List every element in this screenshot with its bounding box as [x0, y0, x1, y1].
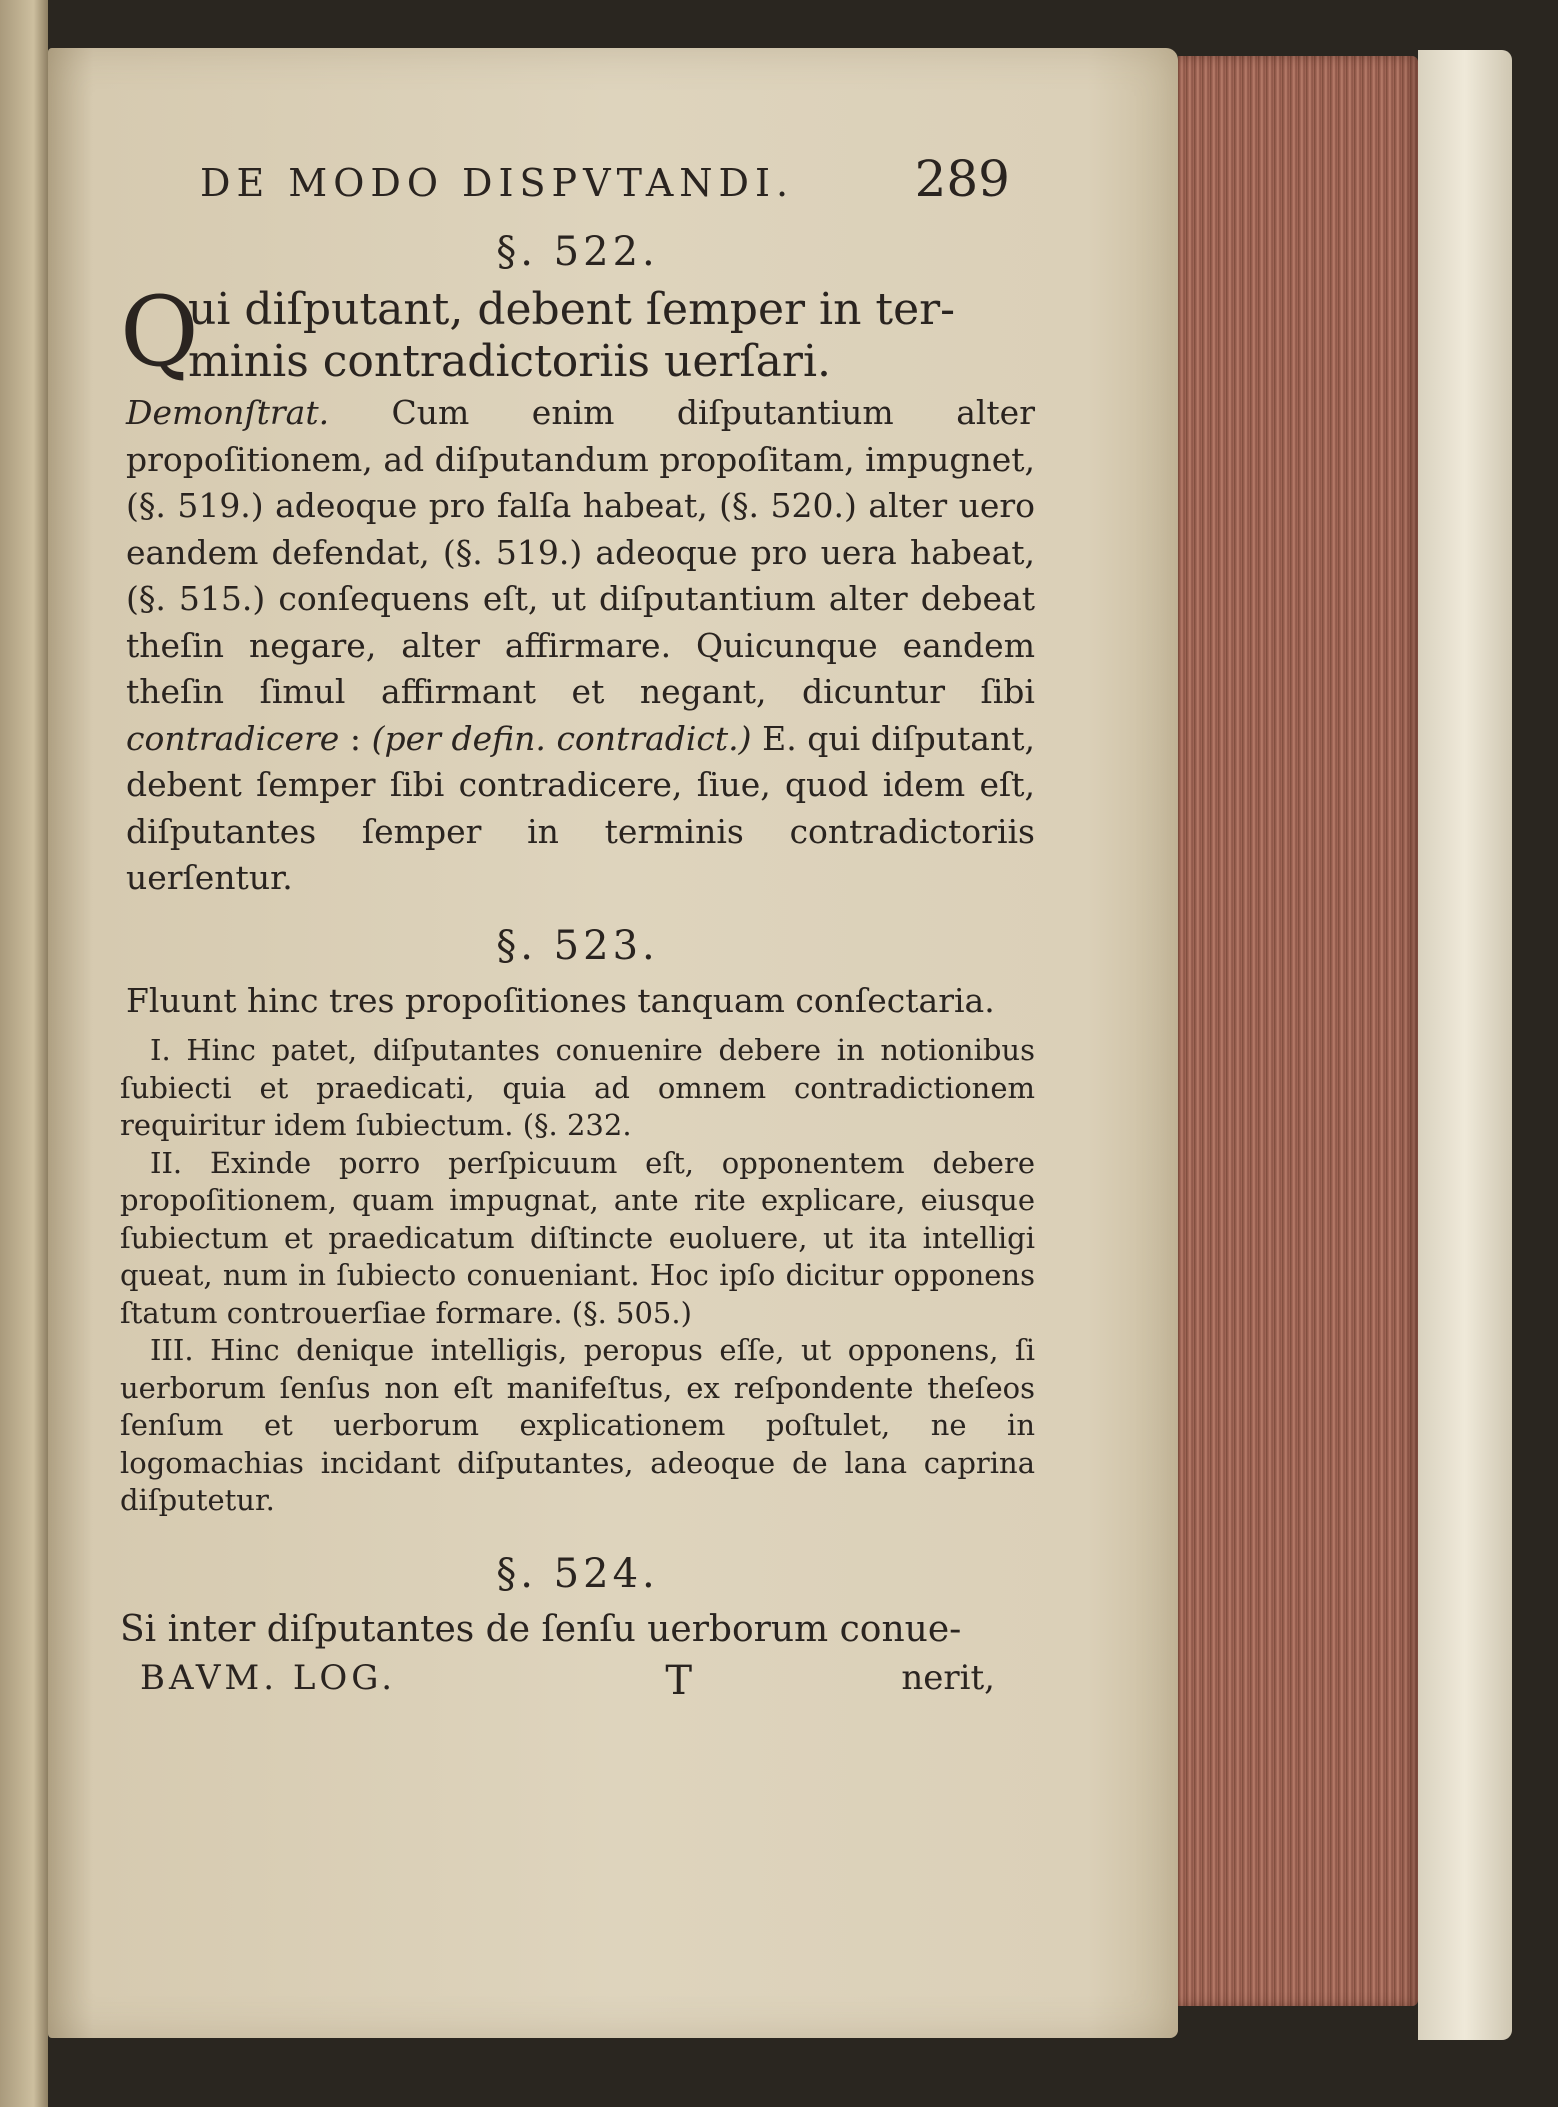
- book-cover: [1418, 50, 1512, 2040]
- page-content: [120, 150, 1035, 1708]
- thesis-line-2: minis contradictoriis uerſari.: [188, 336, 832, 387]
- thesis-line-1: ui diſputant, debent ſemper in ter-: [188, 284, 956, 335]
- page-edges: [1178, 56, 1418, 2006]
- contradicere-term: contradicere: [126, 718, 340, 758]
- corollary-item: III. Hinc denique intelligis, peropus eſſe, ut opponens, ſi uerborum ſenſus non eſt manifeſtus, ex reſpondente theſeos ſenſum et uerborum explicationem poſtulet, ne in logomachias incidant diſputantes, adeoque de lana caprina diſputetur.: [120, 1333, 1035, 1517]
- page-header: [120, 150, 1035, 220]
- corollary-item: II. Exinde porro perſpicuum eſt, opponentem debere propoſitionem, quam impugnat, ante rite explicare, eiusque ſubiectum et praedicatum diſtincte euoluere, ut ita intelligi queat, num in ſubiecto conueniant. Hoc ipſo dicitur opponens ſtatum controuerſiae formare. (§. 505.): [120, 1145, 1035, 1330]
- conclusion-text: E. qui diſputant, debent ſemper ſibi contradicere, ſiue, quod idem eſt, diſputantes ſemper in terminis contradictoriis uerſentur.: [126, 718, 1035, 897]
- thesis-522: [120, 276, 1035, 390]
- corollaries-list: [120, 1032, 1035, 1520]
- section-number-522: §. 522.: [496, 229, 659, 275]
- definition-reference: (per defin. contradict.): [371, 718, 752, 758]
- colon: :: [349, 718, 362, 758]
- corollaries-intro: Fluunt hinc tres propoſitiones tanquam conſectaria.: [126, 980, 995, 1020]
- section-524-text: Si inter diſputantes de ſenſu uerborum conue-: [120, 1608, 962, 1650]
- signature-mark: BAVM. LOG.: [140, 1657, 397, 1698]
- demonstration-paragraph: [120, 390, 1035, 902]
- catchword: nerit,: [901, 1657, 995, 1698]
- section-number-524: §. 524.: [496, 1550, 659, 1597]
- corollary-item: I. Hinc patet, diſputantes conuenire debere in notionibus ſubiecti et praedicati, quia ad omnem contradictionem requiritur idem ſubiectum. (§. 232.: [120, 1033, 1035, 1142]
- running-title: DE MODO DISPVTANDI.: [200, 161, 795, 205]
- demonstration-label: Demonſtrat.: [126, 393, 330, 432]
- drop-cap: Q: [120, 276, 199, 388]
- demonstration-text: Cum enim diſputantium alter propoſitionem, ad diſputandum propoſitam, impugnet, (§. 519.) adeoque pro falſa habeat, (§. 520.) alter uero eandem defendat, (§. 519.) adeoque pro uera habeat, (§. 515.) conſequens eſt, ut diſputantium alter debeat theſin negare, alter affirmare. Quicunque eandem theſin ſimul affirmant et negant, dicuntur ſibi: [126, 393, 1035, 711]
- page-footer: [120, 1658, 1035, 1708]
- page-number: 289: [914, 150, 1010, 208]
- signature-letter: T: [665, 1657, 693, 1704]
- facing-page-edge: [0, 0, 48, 2107]
- section-number-523: §. 523.: [496, 922, 659, 969]
